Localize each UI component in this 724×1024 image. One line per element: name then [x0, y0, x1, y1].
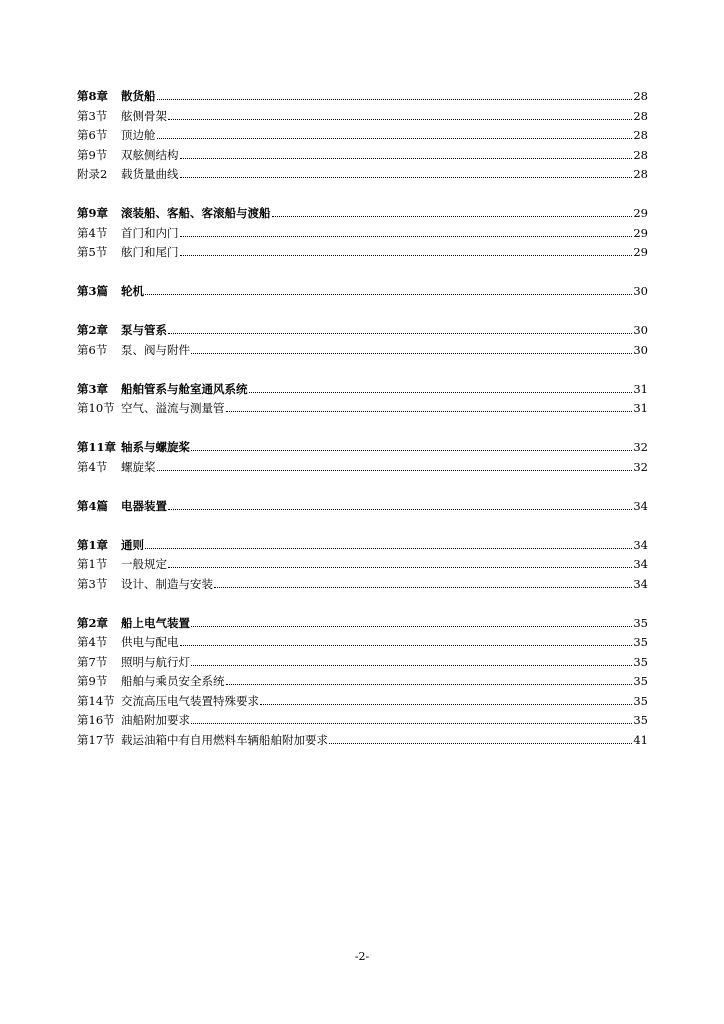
toc-entry-page: 28	[633, 147, 648, 162]
toc-entry-title: 交流高压电气装置特殊要求	[121, 693, 259, 708]
toc-entry-title: 泵与管系	[121, 323, 167, 337]
toc-entry-number: 第8章	[77, 89, 109, 103]
toc-entry-page: 30	[633, 342, 648, 357]
toc-entry-title: 泵、阀与附件	[121, 342, 190, 357]
toc-entry-page: 35	[633, 654, 648, 669]
toc-entry-title: 照明与航行灯	[121, 654, 190, 669]
toc-entry[interactable]	[77, 282, 648, 302]
toc-entry-title: 设计、制造与安装	[121, 576, 213, 591]
page-number: -2-	[354, 950, 370, 963]
toc-entry-page: 35	[633, 713, 648, 727]
dot-leader	[260, 703, 632, 705]
toc-entry-number: 第3节	[77, 576, 108, 591]
toc-entry[interactable]	[77, 438, 648, 458]
toc-entry-number: 第1节	[77, 557, 108, 571]
toc-entry-number: 第3节	[77, 108, 108, 123]
toc-entry-page: 31	[633, 401, 648, 415]
toc-entry-page: 28	[633, 167, 648, 181]
dot-leader	[191, 664, 632, 666]
toc-entry-number: 第14节	[77, 693, 115, 708]
dot-leader	[157, 469, 633, 471]
toc-entry[interactable]	[77, 224, 648, 244]
toc-entry-number: 第2章	[77, 323, 109, 337]
toc-entry-title: 载货量曲线	[121, 167, 179, 181]
toc-entry-title: 电器装置	[121, 498, 167, 513]
toc-entry-number: 第9章	[77, 206, 109, 220]
toc-entry-title: 双舷侧结构	[121, 147, 179, 162]
toc-entry-title: 船上电气装置	[121, 615, 190, 630]
dot-leader	[180, 176, 633, 178]
dot-leader	[226, 683, 633, 685]
toc-entry-number: 第4节	[77, 225, 108, 240]
toc-entry-number: 第7节	[77, 654, 108, 669]
toc-entry-number: 第9节	[77, 147, 108, 162]
toc-entry-page: 34	[633, 498, 648, 513]
toc-entry-page: 41	[633, 732, 648, 747]
dot-leader	[145, 547, 632, 549]
dot-leader	[226, 410, 633, 412]
toc-entry-number: 第4篇	[77, 498, 109, 513]
dot-leader	[272, 215, 633, 217]
toc-entry-page: 35	[633, 674, 648, 688]
toc-entry-page: 34	[633, 557, 648, 571]
dot-leader	[191, 449, 632, 451]
dot-leader	[191, 352, 632, 354]
toc-entry[interactable]	[77, 399, 648, 419]
toc-entry-number: 第6节	[77, 128, 108, 142]
toc-entry-number: 第2章	[77, 615, 109, 630]
table-of-contents	[77, 87, 648, 750]
toc-entry-page: 35	[633, 615, 648, 630]
dot-leader	[168, 332, 632, 334]
toc-entry[interactable]	[77, 321, 648, 341]
dot-leader	[180, 254, 633, 256]
toc-entry-page: 31	[633, 381, 648, 396]
dot-leader	[168, 566, 632, 568]
toc-entry-title: 散货船	[121, 89, 156, 103]
toc-entry-title: 顶边舱	[121, 128, 156, 142]
toc-entry-number: 第16节	[77, 713, 115, 727]
toc-entry-title: 首门和内门	[121, 225, 179, 240]
toc-entry-title: 载运油箱中有自用燃料车辆船舶附加要求	[121, 732, 328, 747]
toc-entry[interactable]	[77, 497, 648, 517]
toc-entry-title: 舷侧骨架	[121, 108, 167, 123]
toc-entry-number: 第3章	[77, 381, 109, 396]
dot-leader	[249, 391, 633, 393]
toc-entry[interactable]	[77, 458, 648, 478]
toc-entry-title: 船舶管系与舱室通风系统	[121, 381, 248, 396]
toc-entry-page: 29	[633, 225, 648, 240]
dot-leader	[145, 293, 632, 295]
toc-entry-page: 29	[633, 245, 648, 259]
toc-entry[interactable]	[77, 126, 648, 146]
toc-entry[interactable]	[77, 380, 648, 400]
toc-entry-number: 第17节	[77, 732, 115, 747]
toc-entry-title: 空气、溢流与测量管	[121, 401, 225, 415]
toc-entry-title: 船舶与乘员安全系统	[121, 674, 225, 688]
dot-leader	[180, 644, 633, 646]
toc-entry-title: 轮机	[121, 284, 144, 298]
toc-entry-page: 32	[633, 440, 648, 454]
dot-leader	[180, 157, 633, 159]
dot-leader	[168, 118, 632, 120]
toc-entry[interactable]	[77, 536, 648, 556]
toc-entry[interactable]	[77, 87, 648, 107]
toc-entry-title: 油船附加要求	[121, 713, 190, 727]
toc-entry-page: 35	[633, 693, 648, 708]
toc-entry-title: 通则	[121, 537, 144, 552]
toc-entry[interactable]	[77, 633, 648, 653]
toc-entry-page: 30	[633, 284, 648, 298]
toc-entry[interactable]	[77, 614, 648, 634]
toc-entry-title: 轴系与螺旋桨	[121, 440, 190, 454]
toc-entry-title: 滚装船、客船、客滚船与渡船	[121, 206, 271, 220]
toc-entry-number: 第3篇	[77, 284, 109, 298]
toc-entry-number: 附录2	[77, 167, 108, 181]
toc-entry-number: 第4节	[77, 635, 108, 649]
toc-entry[interactable]	[77, 555, 648, 575]
toc-entry[interactable]	[77, 243, 648, 263]
dot-leader	[180, 235, 633, 237]
toc-entry-number: 第10节	[77, 401, 115, 415]
toc-entry-page: 35	[633, 635, 648, 649]
toc-entry-page: 32	[633, 459, 648, 474]
toc-entry-number: 第4节	[77, 459, 108, 474]
dot-leader	[168, 508, 632, 510]
toc-entry-title: 一般规定	[121, 557, 167, 571]
toc-entry-page: 28	[633, 128, 648, 142]
toc-entry-page: 29	[633, 206, 648, 220]
dot-leader	[157, 98, 633, 100]
toc-entry-number: 第11章	[77, 440, 117, 454]
toc-entry[interactable]	[77, 672, 648, 692]
toc-entry[interactable]	[77, 107, 648, 127]
dot-leader	[329, 742, 632, 744]
toc-entry-title: 舷门和尾门	[121, 245, 179, 259]
dot-leader	[191, 722, 632, 724]
dot-leader	[157, 137, 633, 139]
toc-entry[interactable]	[77, 692, 648, 712]
toc-entry[interactable]	[77, 341, 648, 361]
toc-entry-page: 28	[633, 108, 648, 123]
toc-entry[interactable]	[77, 165, 648, 185]
dot-leader	[214, 586, 632, 588]
toc-entry-number: 第6节	[77, 342, 108, 357]
toc-entry-page: 34	[633, 537, 648, 552]
toc-entry-page: 28	[633, 89, 648, 103]
toc-entry-title: 螺旋桨	[121, 459, 156, 474]
toc-entry[interactable]	[77, 711, 648, 731]
toc-entry-number: 第5节	[77, 245, 108, 259]
toc-entry[interactable]	[77, 575, 648, 595]
toc-entry[interactable]	[77, 204, 648, 224]
dot-leader	[191, 625, 632, 627]
toc-entry-page: 34	[633, 576, 648, 591]
toc-entry-page: 30	[633, 323, 648, 337]
toc-entry[interactable]	[77, 653, 648, 673]
toc-entry[interactable]	[77, 731, 648, 751]
toc-entry-number: 第1章	[77, 537, 109, 552]
toc-entry-title: 供电与配电	[121, 635, 179, 649]
toc-entry[interactable]	[77, 146, 648, 166]
toc-entry-number: 第9节	[77, 674, 108, 688]
